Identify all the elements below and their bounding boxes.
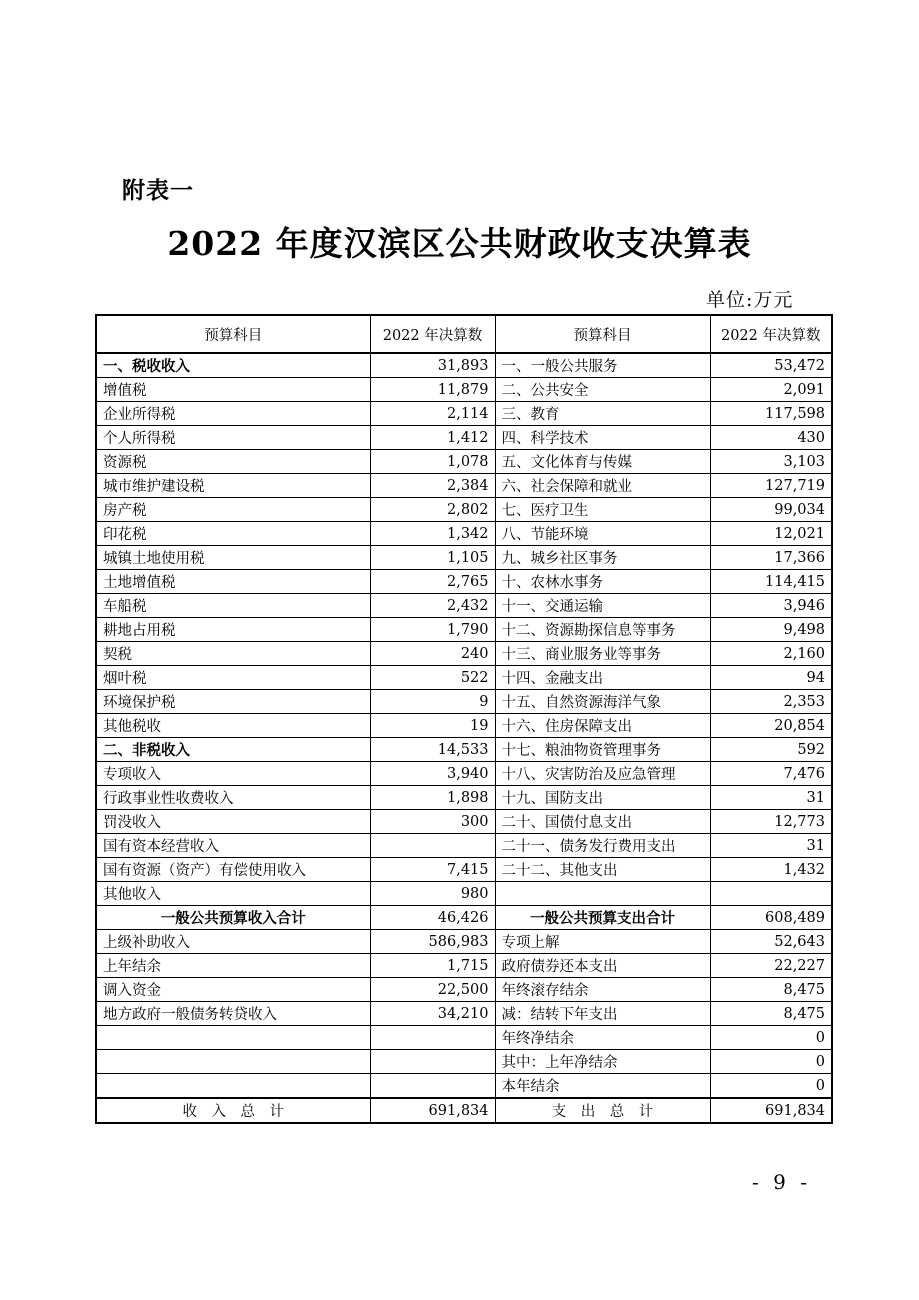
expense-item-cell: 三、教育 <box>495 402 710 426</box>
expense-amount-cell: 3,946 <box>710 594 832 618</box>
income-item-cell <box>96 1026 370 1050</box>
expense-amount-cell: 53,472 <box>710 353 832 378</box>
income-item-cell: 增值税 <box>96 378 370 402</box>
table-header-row <box>96 315 832 353</box>
expense-item-cell: 十八、灾害防治及应急管理 <box>495 762 710 786</box>
expense-item-cell: 年终净结余 <box>495 1026 710 1050</box>
income-item-cell: 行政事业性收费收入 <box>96 786 370 810</box>
income-item-header: 预算科目 <box>96 315 370 353</box>
expense-amount-cell: 52,643 <box>710 930 832 954</box>
expense-item-cell: 七、医疗卫生 <box>495 498 710 522</box>
expense-amount-cell: 22,227 <box>710 954 832 978</box>
expense-item-cell: 政府债券还本支出 <box>495 954 710 978</box>
expense-item-cell: 十七、粮油物资管理事务 <box>495 738 710 762</box>
income-item-cell: 个人所得税 <box>96 426 370 450</box>
table-row <box>96 930 832 954</box>
total-row <box>96 1098 832 1123</box>
income-amount-cell: 300 <box>370 810 495 834</box>
income-amount-cell: 1,898 <box>370 786 495 810</box>
income-item-cell <box>96 1074 370 1099</box>
expense-item-cell: 十四、金融支出 <box>495 666 710 690</box>
income-item-cell: 罚没收入 <box>96 810 370 834</box>
income-amount-cell: 2,802 <box>370 498 495 522</box>
table-row <box>96 738 832 762</box>
table-row <box>96 714 832 738</box>
expense-item-cell: 十一、交通运输 <box>495 594 710 618</box>
expense-amount-cell: 31 <box>710 834 832 858</box>
income-item-cell: 城镇土地使用税 <box>96 546 370 570</box>
income-item-cell <box>96 1050 370 1074</box>
expense-amount-cell <box>710 882 832 906</box>
table-row <box>96 666 832 690</box>
income-item-cell: 资源税 <box>96 450 370 474</box>
table-row <box>96 594 832 618</box>
income-amount-cell: 240 <box>370 642 495 666</box>
expense-item-cell: 一、一般公共服务 <box>495 353 710 378</box>
income-total-label: 收 入 总 计 <box>96 1098 370 1123</box>
table-row <box>96 450 832 474</box>
income-amount-cell: 22,500 <box>370 978 495 1002</box>
expense-amount-cell: 31 <box>710 786 832 810</box>
table-row <box>96 402 832 426</box>
annex-label: 附表一 <box>122 178 194 204</box>
expense-amount-cell: 7,476 <box>710 762 832 786</box>
expense-item-cell: 十九、国防支出 <box>495 786 710 810</box>
table-row <box>96 762 832 786</box>
expense-item-cell: 八、节能环境 <box>495 522 710 546</box>
expense-item-cell: 十二、资源勘探信息等事务 <box>495 618 710 642</box>
expense-amount-header: 2022 年决算数 <box>710 315 832 353</box>
income-item-cell: 国有资本经营收入 <box>96 834 370 858</box>
table-row <box>96 1026 832 1050</box>
expense-amount-cell: 12,773 <box>710 810 832 834</box>
income-item-cell: 城市维护建设税 <box>96 474 370 498</box>
expense-amount-cell: 20,854 <box>710 714 832 738</box>
income-item-cell: 耕地占用税 <box>96 618 370 642</box>
expense-amount-cell: 608,489 <box>710 906 832 930</box>
income-amount-cell: 2,432 <box>370 594 495 618</box>
income-amount-cell <box>370 1074 495 1099</box>
table-body <box>96 353 832 1098</box>
income-amount-cell: 1,790 <box>370 618 495 642</box>
income-amount-cell <box>370 1026 495 1050</box>
table-row <box>96 1050 832 1074</box>
table-row <box>96 954 832 978</box>
expense-item-cell: 二十、国债付息支出 <box>495 810 710 834</box>
income-amount-cell <box>370 834 495 858</box>
income-amount-cell: 1,342 <box>370 522 495 546</box>
income-item-cell: 其他收入 <box>96 882 370 906</box>
expense-item-cell: 年终滚存结余 <box>495 978 710 1002</box>
income-amount-cell <box>370 1050 495 1074</box>
income-item-cell: 一般公共预算收入合计 <box>96 906 370 930</box>
expense-amount-cell: 117,598 <box>710 402 832 426</box>
income-amount-cell: 980 <box>370 882 495 906</box>
table-row <box>96 570 832 594</box>
income-amount-cell: 1,412 <box>370 426 495 450</box>
expense-amount-cell: 114,415 <box>710 570 832 594</box>
expense-item-cell: 二十二、其他支出 <box>495 858 710 882</box>
expense-amount-cell: 12,021 <box>710 522 832 546</box>
income-amount-cell: 2,114 <box>370 402 495 426</box>
income-item-cell: 国有资源（资产）有偿使用收入 <box>96 858 370 882</box>
income-amount-cell: 34,210 <box>370 1002 495 1026</box>
expense-amount-cell: 0 <box>710 1050 832 1074</box>
income-total-value: 691,834 <box>370 1098 495 1123</box>
table-row <box>96 786 832 810</box>
income-amount-cell: 2,384 <box>370 474 495 498</box>
table-row <box>96 690 832 714</box>
income-amount-cell: 1,078 <box>370 450 495 474</box>
income-item-cell: 上级补助收入 <box>96 930 370 954</box>
expense-amount-cell: 8,475 <box>710 978 832 1002</box>
expense-item-cell: 减：结转下年支出 <box>495 1002 710 1026</box>
expense-amount-cell: 94 <box>710 666 832 690</box>
table-row <box>96 618 832 642</box>
income-item-cell: 印花税 <box>96 522 370 546</box>
expense-amount-cell: 9,498 <box>710 618 832 642</box>
expense-item-cell: 一般公共预算支出合计 <box>495 906 710 930</box>
expense-amount-cell: 2,091 <box>710 378 832 402</box>
table-row <box>96 906 832 930</box>
expense-item-cell: 其中：上年净结余 <box>495 1050 710 1074</box>
income-item-cell: 专项收入 <box>96 762 370 786</box>
expense-item-cell: 十五、自然资源海洋气象 <box>495 690 710 714</box>
income-item-cell: 环境保护税 <box>96 690 370 714</box>
table-row <box>96 978 832 1002</box>
income-item-cell: 烟叶税 <box>96 666 370 690</box>
table-row <box>96 474 832 498</box>
income-amount-cell: 46,426 <box>370 906 495 930</box>
income-amount-cell: 14,533 <box>370 738 495 762</box>
income-item-cell: 一、税收收入 <box>96 353 370 378</box>
expense-amount-cell: 99,034 <box>710 498 832 522</box>
expense-item-cell: 五、文化体育与传媒 <box>495 450 710 474</box>
income-amount-cell: 3,940 <box>370 762 495 786</box>
expense-item-cell: 二、公共安全 <box>495 378 710 402</box>
expense-amount-cell: 127,719 <box>710 474 832 498</box>
income-item-cell: 上年结余 <box>96 954 370 978</box>
income-item-cell: 土地增值税 <box>96 570 370 594</box>
table-row <box>96 546 832 570</box>
expense-amount-cell: 430 <box>710 426 832 450</box>
expense-amount-cell: 0 <box>710 1026 832 1050</box>
income-item-cell: 契税 <box>96 642 370 666</box>
table-row <box>96 522 832 546</box>
income-amount-cell: 7,415 <box>370 858 495 882</box>
expense-amount-cell: 8,475 <box>710 1002 832 1026</box>
expense-item-cell: 十、农林水事务 <box>495 570 710 594</box>
income-amount-cell: 2,765 <box>370 570 495 594</box>
table-row <box>96 1002 832 1026</box>
table-row <box>96 810 832 834</box>
income-item-cell: 企业所得税 <box>96 402 370 426</box>
expense-total-label: 支 出 总 计 <box>495 1098 710 1123</box>
unit-label: 单位:万元 <box>706 289 794 311</box>
table-row <box>96 642 832 666</box>
page-number: - 9 - <box>752 1170 811 1194</box>
income-item-cell: 其他税收 <box>96 714 370 738</box>
income-amount-cell: 31,893 <box>370 353 495 378</box>
table-row <box>96 426 832 450</box>
expense-item-cell: 十三、商业服务业等事务 <box>495 642 710 666</box>
table-row <box>96 1074 832 1099</box>
expense-item-cell <box>495 882 710 906</box>
income-amount-cell: 19 <box>370 714 495 738</box>
income-item-cell: 车船税 <box>96 594 370 618</box>
table-row <box>96 858 832 882</box>
income-amount-cell: 11,879 <box>370 378 495 402</box>
table-row <box>96 378 832 402</box>
expense-total-value: 691,834 <box>710 1098 832 1123</box>
income-amount-cell: 522 <box>370 666 495 690</box>
table-row <box>96 353 832 378</box>
expense-item-cell: 专项上解 <box>495 930 710 954</box>
table-row <box>96 498 832 522</box>
income-item-cell: 二、非税收入 <box>96 738 370 762</box>
page-title: 2022 年度汉滨区公共财政收支决算表 <box>167 224 752 263</box>
expense-item-cell: 九、城乡社区事务 <box>495 546 710 570</box>
income-item-cell: 房产税 <box>96 498 370 522</box>
income-amount-cell: 1,105 <box>370 546 495 570</box>
expense-item-cell: 十六、住房保障支出 <box>495 714 710 738</box>
income-amount-cell: 586,983 <box>370 930 495 954</box>
income-amount-header: 2022 年决算数 <box>370 315 495 353</box>
expense-amount-cell: 3,103 <box>710 450 832 474</box>
budget-table <box>95 314 833 1124</box>
table-row <box>96 882 832 906</box>
income-item-cell: 地方政府一般债务转贷收入 <box>96 1002 370 1026</box>
income-item-cell: 调入资金 <box>96 978 370 1002</box>
table-row <box>96 834 832 858</box>
expense-amount-cell: 2,160 <box>710 642 832 666</box>
income-amount-cell: 1,715 <box>370 954 495 978</box>
expense-item-cell: 六、社会保障和就业 <box>495 474 710 498</box>
income-amount-cell: 9 <box>370 690 495 714</box>
expense-amount-cell: 592 <box>710 738 832 762</box>
expense-item-cell: 四、科学技术 <box>495 426 710 450</box>
expense-amount-cell: 1,432 <box>710 858 832 882</box>
expense-item-cell: 本年结余 <box>495 1074 710 1099</box>
expense-item-header: 预算科目 <box>495 315 710 353</box>
expense-amount-cell: 2,353 <box>710 690 832 714</box>
expense-amount-cell: 0 <box>710 1074 832 1099</box>
expense-amount-cell: 17,366 <box>710 546 832 570</box>
expense-item-cell: 二十一、债务发行费用支出 <box>495 834 710 858</box>
